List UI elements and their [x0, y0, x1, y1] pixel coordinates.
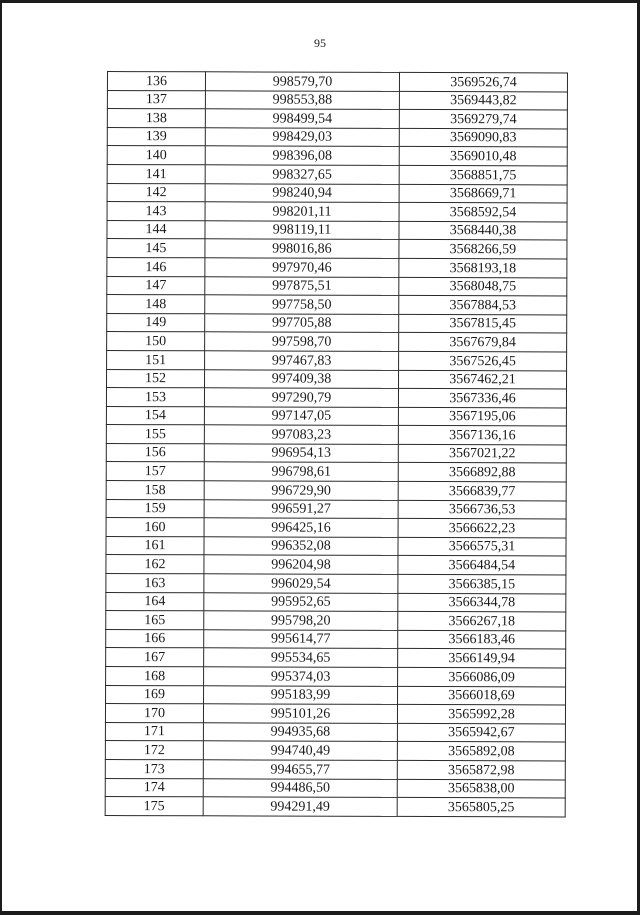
x-coordinate-cell: 998240,94	[205, 183, 399, 202]
table-row	[106, 666, 566, 686]
point-number-cell: 151	[107, 350, 205, 369]
point-number-cell: 145	[107, 239, 205, 258]
scan-border-bottom	[0, 911, 640, 915]
y-coordinate-cell: 3566839,77	[398, 481, 566, 500]
y-coordinate-cell: 3567462,21	[399, 370, 567, 389]
y-coordinate-cell: 3567021,22	[398, 444, 566, 463]
point-number-cell: 156	[106, 443, 204, 462]
y-coordinate-cell: 3567815,45	[399, 314, 567, 333]
y-coordinate-cell: 3568193,18	[399, 258, 567, 277]
x-coordinate-cell: 998429,03	[205, 128, 399, 147]
x-coordinate-cell: 996204,98	[204, 555, 398, 574]
x-coordinate-cell: 996798,61	[204, 462, 398, 481]
table-row	[107, 313, 567, 333]
y-coordinate-cell: 3565838,00	[397, 779, 565, 798]
table-row	[107, 276, 567, 296]
x-coordinate-cell: 995183,99	[204, 685, 398, 704]
x-coordinate-cell: 994935,68	[203, 723, 397, 742]
y-coordinate-cell: 3565892,08	[397, 742, 565, 761]
y-coordinate-cell: 3567136,16	[398, 426, 566, 445]
x-coordinate-cell: 994486,50	[203, 778, 397, 797]
table-row	[105, 741, 565, 761]
table-row	[106, 462, 566, 482]
table-row	[106, 481, 566, 501]
point-number-cell: 163	[106, 574, 204, 593]
table-row	[107, 220, 567, 240]
x-coordinate-cell: 995374,03	[204, 667, 398, 686]
point-number-cell: 167	[106, 648, 204, 667]
y-coordinate-cell: 3568592,54	[399, 203, 567, 222]
x-coordinate-cell: 996029,54	[204, 574, 398, 593]
x-coordinate-cell: 995798,20	[204, 611, 398, 630]
point-number-cell: 137	[107, 90, 205, 109]
y-coordinate-cell: 3565805,25	[397, 798, 565, 817]
y-coordinate-cell: 3569279,74	[399, 110, 567, 129]
x-coordinate-cell: 997970,46	[205, 258, 399, 277]
point-number-cell: 147	[107, 276, 205, 295]
point-number-cell: 168	[106, 666, 204, 685]
table-row	[107, 127, 567, 147]
point-number-cell: 164	[106, 592, 204, 611]
y-coordinate-cell: 3566575,31	[398, 537, 566, 556]
point-number-cell: 146	[107, 257, 205, 276]
point-number-cell: 174	[105, 778, 203, 797]
x-coordinate-cell: 996729,90	[204, 481, 398, 500]
point-number-cell: 155	[106, 425, 204, 444]
point-number-cell: 140	[107, 146, 205, 165]
table-row	[105, 704, 565, 724]
table-row	[105, 778, 565, 798]
table-row	[106, 592, 566, 612]
x-coordinate-cell: 997083,23	[204, 425, 398, 444]
table-row	[107, 295, 567, 315]
x-coordinate-cell: 996352,08	[204, 537, 398, 556]
point-number-cell: 136	[107, 72, 205, 91]
point-number-cell: 172	[105, 741, 203, 760]
table-row	[107, 90, 567, 110]
table-row	[107, 350, 567, 370]
x-coordinate-cell: 998201,11	[205, 202, 399, 221]
x-coordinate-cell: 997705,88	[205, 314, 399, 333]
table-row	[105, 797, 565, 817]
table-row	[106, 629, 566, 649]
x-coordinate-cell: 998327,65	[205, 165, 399, 184]
y-coordinate-cell: 3568266,59	[399, 240, 567, 259]
y-coordinate-cell: 3566736,53	[398, 500, 566, 519]
table-row	[107, 164, 567, 184]
table-row	[106, 499, 566, 519]
point-number-cell: 175	[105, 797, 203, 816]
x-coordinate-cell: 996425,16	[204, 518, 398, 537]
table-row	[107, 239, 567, 259]
y-coordinate-cell: 3567195,06	[398, 407, 566, 426]
table-row	[107, 332, 567, 352]
table-row	[106, 388, 566, 408]
point-number-cell: 162	[106, 555, 204, 574]
x-coordinate-cell: 994740,49	[203, 741, 397, 760]
y-coordinate-cell: 3565992,28	[397, 705, 565, 724]
table-row	[106, 406, 566, 426]
y-coordinate-cell: 3568669,71	[399, 184, 567, 203]
y-coordinate-cell: 3567679,84	[399, 333, 567, 352]
x-coordinate-cell: 998579,70	[205, 72, 399, 91]
table-row	[107, 369, 567, 389]
y-coordinate-cell: 3569443,82	[399, 91, 567, 110]
point-number-cell: 141	[107, 164, 205, 183]
point-number-cell: 142	[107, 183, 205, 202]
table-row	[106, 648, 566, 668]
point-number-cell: 152	[107, 369, 205, 388]
coordinates-table-body	[105, 72, 567, 817]
scan-border-left	[0, 0, 2, 915]
table-row	[106, 574, 566, 594]
y-coordinate-cell: 3566484,54	[398, 556, 566, 575]
x-coordinate-cell: 994655,77	[203, 760, 397, 779]
y-coordinate-cell: 3566622,23	[398, 519, 566, 538]
point-number-cell: 173	[105, 759, 203, 778]
y-coordinate-cell: 3565872,98	[397, 760, 565, 779]
y-coordinate-cell: 3568048,75	[399, 277, 567, 296]
table-row	[106, 425, 566, 445]
table-row	[106, 555, 566, 575]
point-number-cell: 154	[106, 406, 204, 425]
y-coordinate-cell: 3566018,69	[398, 686, 566, 705]
point-number-cell: 153	[106, 388, 204, 407]
point-number-cell: 165	[106, 611, 204, 630]
x-coordinate-cell: 997875,51	[205, 276, 399, 295]
point-number-cell: 144	[107, 220, 205, 239]
y-coordinate-cell: 3567526,45	[399, 351, 567, 370]
y-coordinate-cell: 3566149,94	[398, 649, 566, 668]
table-row	[106, 536, 566, 556]
table-row	[106, 518, 566, 538]
point-number-cell: 160	[106, 518, 204, 537]
y-coordinate-cell: 3568440,38	[399, 221, 567, 240]
table-row	[107, 202, 567, 222]
x-coordinate-cell: 996954,13	[204, 444, 398, 463]
x-coordinate-cell: 994291,49	[203, 797, 397, 816]
point-number-cell: 171	[105, 722, 203, 741]
table-row	[105, 759, 565, 779]
y-coordinate-cell: 3569090,83	[399, 128, 567, 147]
y-coordinate-cell: 3566267,18	[398, 612, 566, 631]
point-number-cell: 149	[107, 313, 205, 332]
table-row	[107, 72, 567, 92]
y-coordinate-cell: 3566344,78	[398, 593, 566, 612]
point-number-cell: 166	[106, 629, 204, 648]
table-row	[106, 443, 566, 463]
point-number-cell: 148	[107, 295, 205, 314]
x-coordinate-cell: 997598,70	[205, 332, 399, 351]
scan-border-top	[0, 0, 640, 3]
point-number-cell: 161	[106, 536, 204, 555]
y-coordinate-cell: 3566183,46	[398, 630, 566, 649]
x-coordinate-cell: 995614,77	[204, 630, 398, 649]
x-coordinate-cell: 998499,54	[205, 109, 399, 128]
x-coordinate-cell: 995534,65	[204, 648, 398, 667]
table-row	[107, 109, 567, 129]
y-coordinate-cell: 3566385,15	[398, 574, 566, 593]
x-coordinate-cell: 995101,26	[203, 704, 397, 723]
point-number-cell: 139	[107, 127, 205, 146]
table-row	[106, 611, 566, 631]
y-coordinate-cell: 3568851,75	[399, 165, 567, 184]
coordinates-table	[105, 71, 568, 817]
point-number-cell: 169	[106, 685, 204, 704]
x-coordinate-cell: 997467,83	[205, 351, 399, 370]
point-number-cell: 158	[106, 481, 204, 500]
x-coordinate-cell: 997409,38	[205, 369, 399, 388]
table-row	[107, 146, 567, 166]
x-coordinate-cell: 997147,05	[204, 406, 398, 425]
page-number: 95	[314, 36, 326, 50]
y-coordinate-cell: 3565942,67	[397, 723, 565, 742]
x-coordinate-cell: 998119,11	[205, 221, 399, 240]
point-number-cell: 159	[106, 499, 204, 518]
x-coordinate-cell: 997290,79	[204, 388, 398, 407]
point-number-cell: 138	[107, 109, 205, 128]
table-row	[107, 183, 567, 203]
x-coordinate-cell: 998396,08	[205, 146, 399, 165]
y-coordinate-cell: 3569526,74	[399, 72, 567, 91]
point-number-cell: 157	[106, 462, 204, 481]
point-number-cell: 150	[107, 332, 205, 351]
x-coordinate-cell: 996591,27	[204, 499, 398, 518]
x-coordinate-cell: 998016,86	[205, 239, 399, 258]
y-coordinate-cell: 3569010,48	[399, 147, 567, 166]
x-coordinate-cell: 998553,88	[205, 90, 399, 109]
y-coordinate-cell: 3566086,09	[398, 667, 566, 686]
table-row	[107, 257, 567, 277]
table-row	[105, 722, 565, 742]
x-coordinate-cell: 995952,65	[204, 592, 398, 611]
y-coordinate-cell: 3567884,53	[399, 296, 567, 315]
point-number-cell: 143	[107, 202, 205, 221]
y-coordinate-cell: 3567336,46	[398, 389, 566, 408]
point-number-cell: 170	[105, 704, 203, 723]
x-coordinate-cell: 997758,50	[205, 295, 399, 314]
y-coordinate-cell: 3566892,88	[398, 463, 566, 482]
table-row	[106, 685, 566, 705]
